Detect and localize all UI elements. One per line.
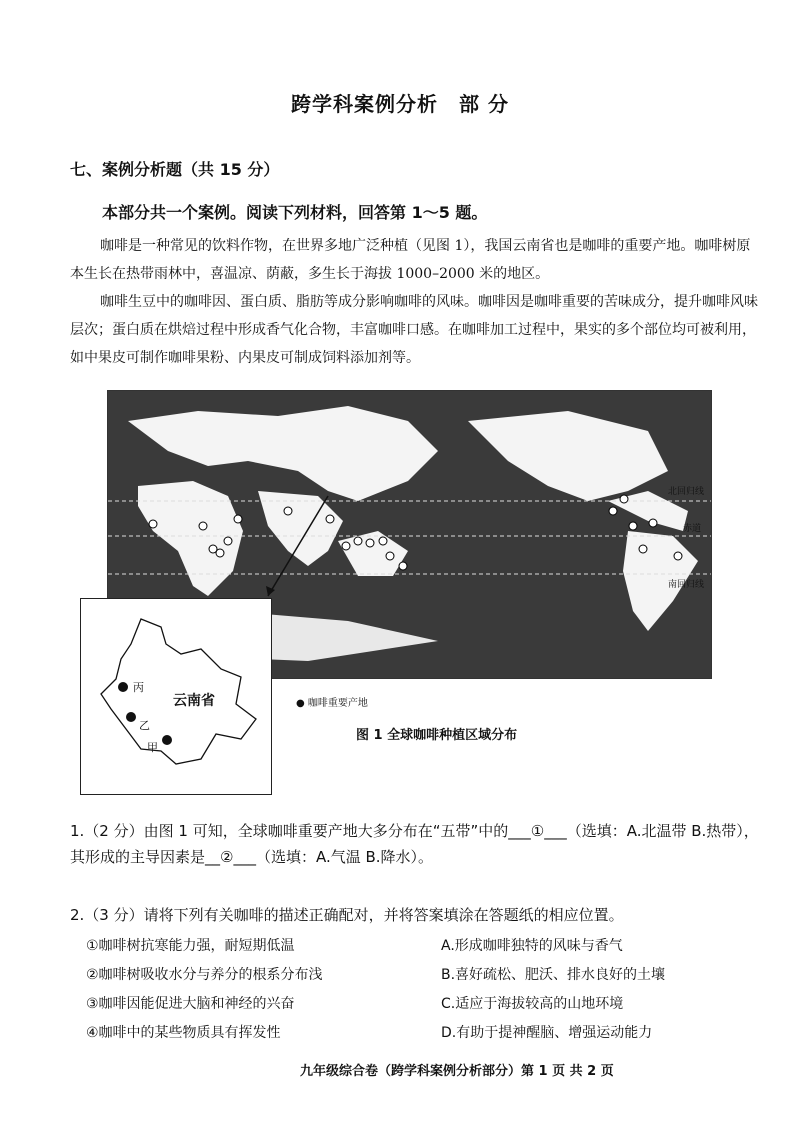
page-footer: 九年级综合卷（跨学科案例分析部分）第 1 页 共 2 页: [300, 1064, 614, 1079]
paragraph-1: 咖啡是一种常见的饮料作物，在世界多地广泛种植（见图 1），我国云南省也是咖啡的重要产地。咖啡树原本生长在热带雨林中，喜温凉、荫蔽，多生长于海拔 1000–2000 米的地区。: [70, 238, 751, 282]
q2-left-3: ③咖啡因能促进大脑和神经的兴奋: [86, 996, 295, 1012]
yunnan-inset-map: [80, 598, 272, 795]
legend-dot-icon: ●: [296, 698, 305, 709]
yunnan-outline: [81, 599, 271, 794]
question-1-line-2: 其形成的主导因素是__②___（选填：A.气温 B.降水）。: [70, 848, 434, 866]
question-2-stem: 2.（3 分）请将下列有关咖啡的描述正确配对，并将答案填涂在答题纸的相应位置。: [70, 906, 624, 924]
q2-right-a: A.形成咖啡独特的风味与香气: [441, 938, 623, 954]
figure-caption: 图 1 全球咖啡种植区域分布: [356, 728, 518, 743]
question-2: [70, 902, 770, 1048]
section-heading: 七、案例分析题（共 15 分）: [70, 160, 280, 179]
point-yi-label: 乙: [139, 719, 150, 732]
intro-text: 本部分共一个案例。阅读下列材料，回答第 1～5 题。: [102, 203, 488, 222]
question-1-line-1: 1.（2 分）由图 1 可知，全球咖啡重要产地大多分布在“五带”中的___①___（选填：A.北温带 B.热带），: [70, 822, 759, 840]
question-1: [70, 818, 770, 870]
paragraph-2: 咖啡生豆中的咖啡因、蛋白质、脂肪等成分影响咖啡的风味。咖啡因是咖啡重要的苦味成分，提升咖啡风味层次；蛋白质在烘焙过程中形成香气化合物，丰富咖啡口感。在咖啡加工过程中，果实的多个部位均可被利用，如中果皮可制作咖啡果粉、内果皮可制成饲料添加剂等。: [70, 294, 758, 366]
q2-left-2: ②咖啡树吸收水分与养分的根系分布浅: [86, 967, 323, 983]
q2-right-d: D.有助于提神醒脑、增强运动能力: [441, 1025, 653, 1041]
point-bing-label: 丙: [133, 681, 144, 694]
tropic-capricorn-label: 南回归线: [668, 580, 705, 590]
map-legend: [296, 694, 368, 709]
q2-left-1: ①咖啡树抗寒能力强，耐短期低温: [86, 938, 295, 954]
legend-label: 咖啡重要产地: [307, 698, 368, 709]
yunnan-label: 云南省: [173, 693, 215, 709]
q2-right-c: C.适应于海拔较高的山地环境: [441, 996, 624, 1012]
tropic-cancer-label: 北回归线: [668, 487, 705, 497]
page-title: 跨学科案例分析 部 分: [291, 92, 509, 116]
q2-left-4: ④咖啡中的某些物质具有挥发性: [86, 1025, 281, 1041]
q2-right-b: B.喜好疏松、肥沃、排水良好的土壤: [441, 967, 666, 983]
point-jia-label: 甲: [147, 741, 158, 754]
equator-label: 赤道: [683, 524, 702, 534]
